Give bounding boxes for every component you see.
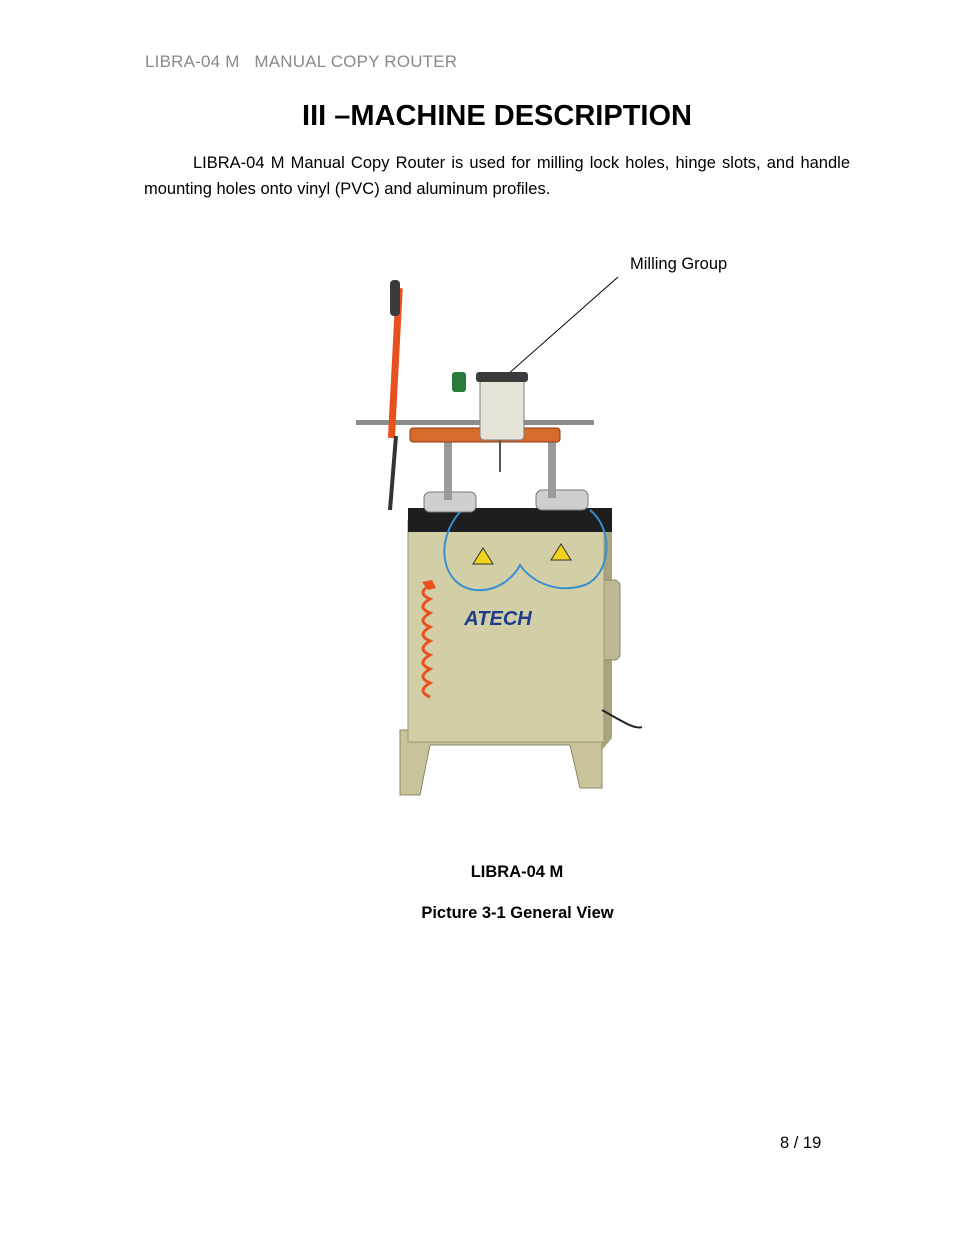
page-number: 8 / 19 (780, 1134, 822, 1152)
running-header: LIBRA-04 M MANUAL COPY ROUTER (145, 52, 458, 71)
brand-logo: ATECH (464, 608, 532, 630)
figure-caption-model: LIBRA-04 M (470, 863, 564, 881)
lever-rod (390, 436, 396, 510)
column-right (548, 436, 556, 498)
section-title: III –MACHINE DESCRIPTION (302, 100, 692, 132)
clamp-right (536, 490, 588, 510)
milling-knob (452, 372, 466, 392)
cabinet-body (408, 520, 604, 742)
milling-motor (480, 378, 524, 440)
column-left (444, 438, 452, 500)
milling-motor-head (476, 372, 528, 382)
machine-illustration (340, 240, 760, 810)
description-paragraph: LIBRA-04 M Manual Copy Router is used for milling lock holes, hinge slots, and handle mounting holes onto vinyl (PVC) and aluminum profiles. (144, 154, 850, 198)
lever-grip (390, 280, 400, 316)
figure-caption-title: Picture 3-1 General View (421, 904, 614, 922)
milling-group-callout: Milling Group (630, 255, 728, 273)
